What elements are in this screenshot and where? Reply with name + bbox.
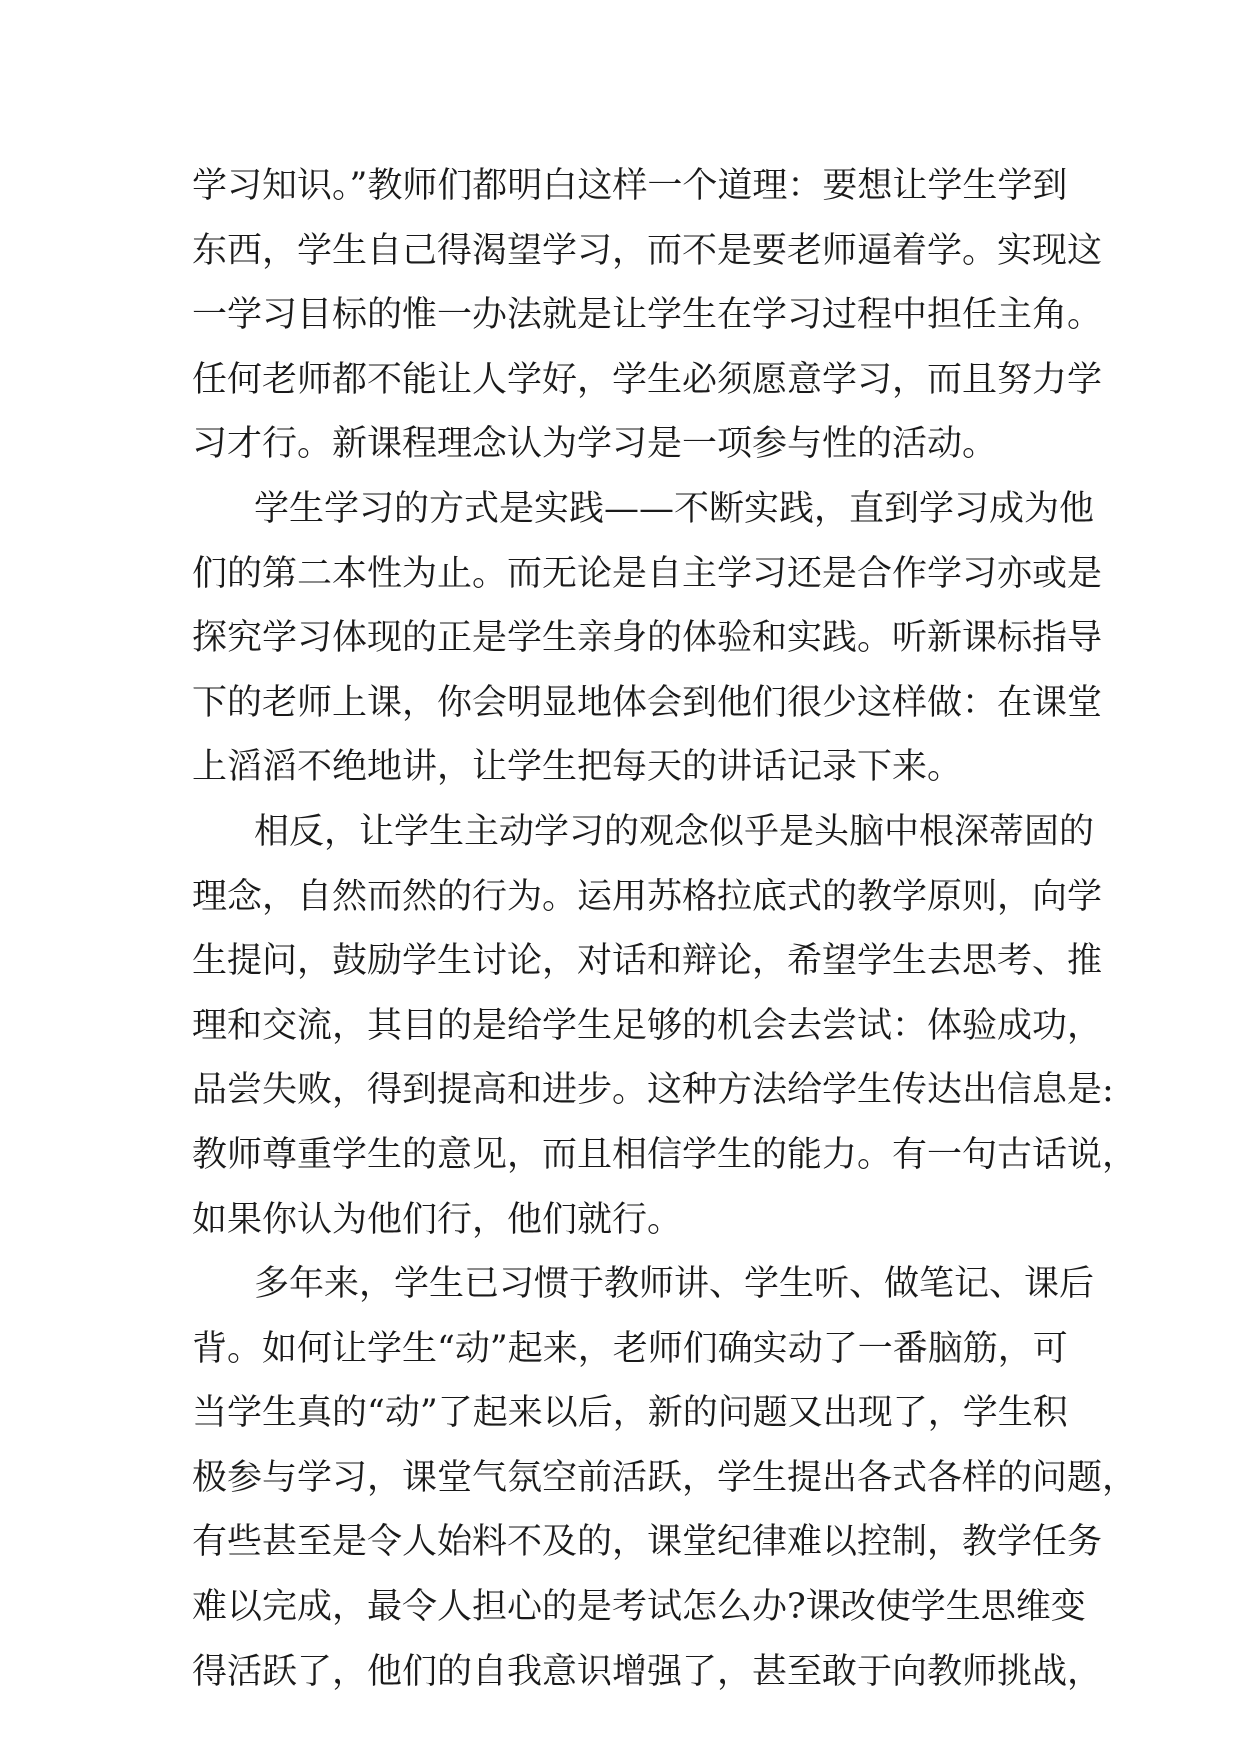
text-line: 任何老师都不能让人学好，学生必须愿意学习，而且努力学 (192, 359, 1103, 400)
text-line: 理念，自然而然的行为。运用苏格拉底式的教学原则，向学 (192, 876, 1103, 917)
text-line: 背。如何让学生“动”起来，老师们确实动了一番脑筋，可 (192, 1328, 1068, 1369)
text-line: 得活跃了，他们的自我意识增强了，甚至敢于向教师挑战， (192, 1651, 1103, 1692)
text-line: 探究学习体现的正是学生亲身的体验和实践。听新课标指导 (192, 618, 1103, 659)
text-line: 学习知识。”教师们都明白这样一个道理：要想让学生学到 (192, 166, 1068, 206)
text-line: 们的第二本性为止。而无论是自主学习还是合作学习亦或是 (192, 553, 1103, 594)
text-line: 多年来，学生已习惯于教师讲、学生听、做笔记、课后 (254, 1264, 1095, 1305)
text-line: 一学习目标的惟一办法就是让学生在学习过程中担任主角。 (192, 295, 1103, 336)
text-line: 理和交流，其目的是给学生足够的机会去尝试：体验成功， (192, 1005, 1103, 1046)
text-line: 学生学习的方式是实践——不断实践，直到学习成为他 (254, 488, 1095, 529)
text-line: 相反，让学生主动学习的观念似乎是头脑中根深蒂固的 (254, 811, 1095, 852)
text-line: 生提问，鼓励学生讨论，对话和辩论，希望学生去思考、推 (192, 941, 1103, 982)
text-line: 当学生真的“动”了起来以后，新的问题又出现了，学生积 (192, 1393, 1068, 1434)
text-line: 习才行。新课程理念认为学习是一项参与性的活动。 (192, 424, 998, 465)
text-line: 难以完成，最令人担心的是考试怎么办?课改使学生思维变 (192, 1587, 1086, 1628)
text-line: 品尝失败，得到提高和进步。这种方法给学生传达出信息是: (192, 1070, 1114, 1111)
document-body (192, 158, 1138, 1708)
text-line: 极参与学习，课堂气氛空前活跃，学生提出各式各样的问题， (192, 1457, 1138, 1498)
text-line: 有些甚至是令人始料不及的，课堂纪律难以控制，教学任务 (192, 1522, 1103, 1563)
text-line: 东西，学生自己得渴望学习，而不是要老师逼着学。实现这 (192, 230, 1103, 271)
text-line: 上滔滔不绝地讲，让学生把每天的讲话记录下来。 (192, 747, 963, 788)
text-line: 下的老师上课，你会明显地体会到他们很少这样做：在课堂 (192, 682, 1103, 723)
text-line: 如果你认为他们行，他们就行。 (192, 1199, 683, 1240)
text-line: 教师尊重学生的意见，而且相信学生的能力。有一句古话说， (192, 1134, 1138, 1175)
